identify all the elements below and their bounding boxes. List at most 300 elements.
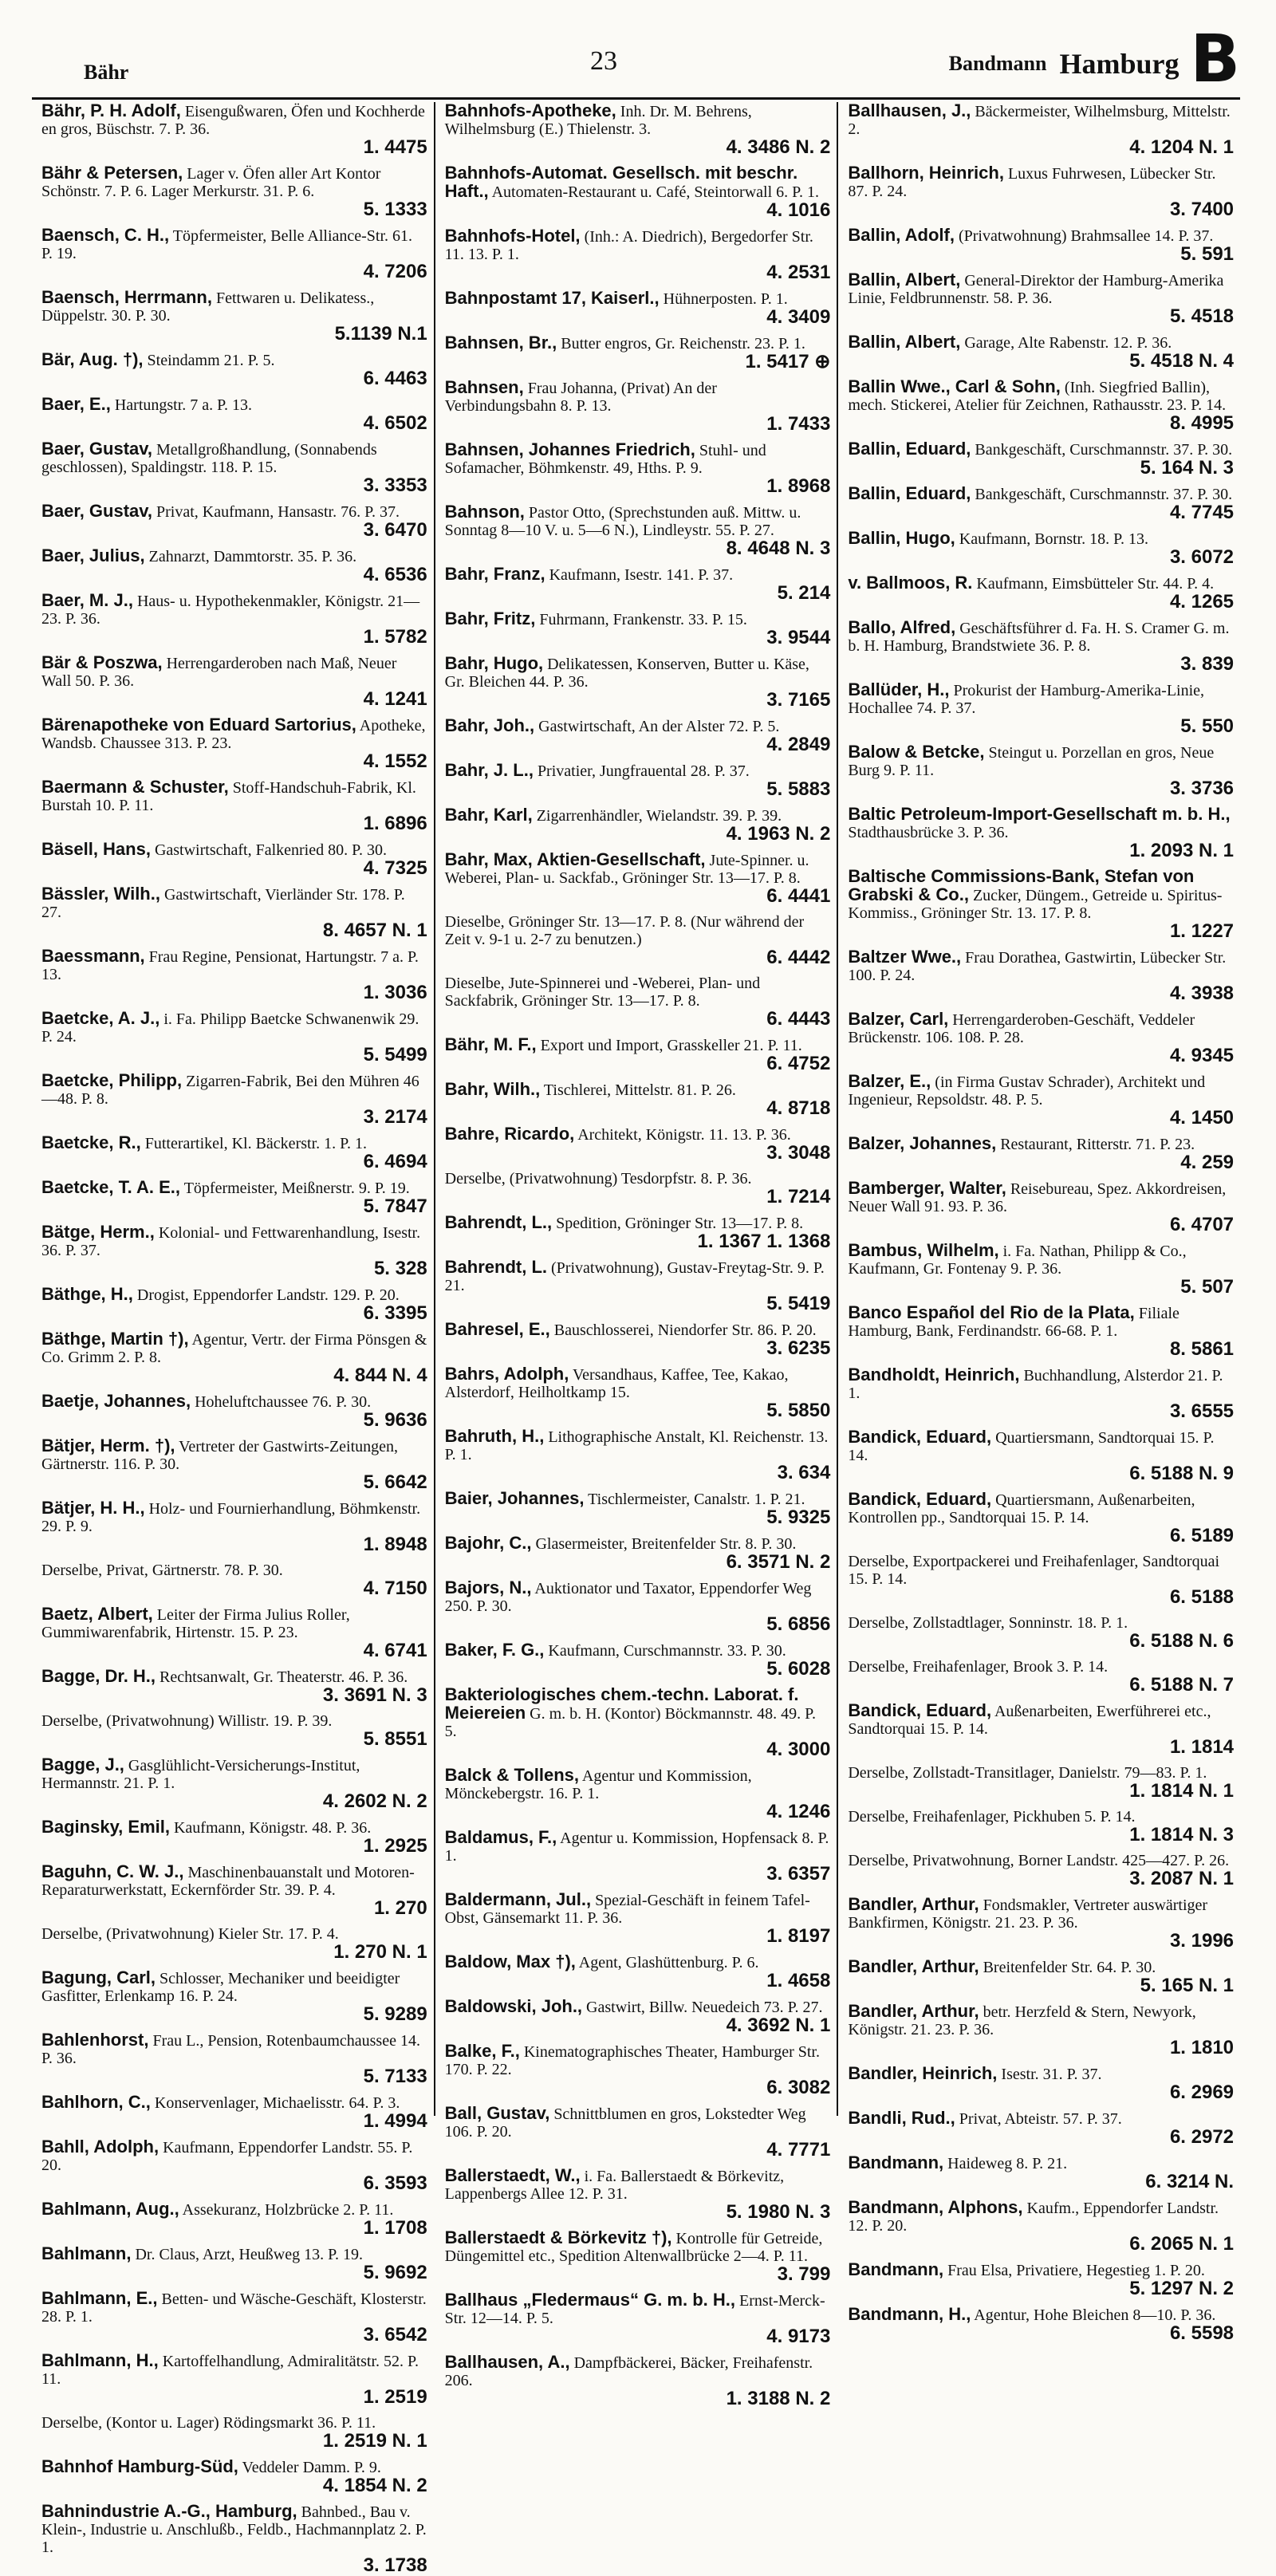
directory-entry bbox=[41, 1668, 427, 1705]
entry-details: Zucker, Düngem., Getreide u. Spiritus-Kommiss., Gröninger Str. 13. 17. P. 8. bbox=[848, 887, 1223, 922]
entry-text bbox=[848, 226, 1234, 245]
directory-entry bbox=[445, 1686, 831, 1759]
entry-name: Balzer, Carl, bbox=[848, 1009, 949, 1029]
directory-entry bbox=[445, 806, 831, 844]
entry-name: Bahll, Adolph, bbox=[41, 2137, 160, 2157]
entry-name: Bambus, Wilhelm, bbox=[848, 1240, 999, 1260]
entry-phone-number: 3. 6235 bbox=[766, 1337, 831, 1359]
entry-text bbox=[41, 1756, 427, 1792]
entry-text bbox=[445, 2291, 831, 2327]
entry-phone-number: 1. 5782 bbox=[363, 626, 427, 648]
entry-phone-number: 4. 1246 bbox=[766, 1801, 831, 1822]
directory-entry bbox=[848, 440, 1234, 478]
directory-entry bbox=[41, 396, 427, 433]
entry-text bbox=[445, 1891, 831, 1927]
entry-details: Breitenfelder Str. 64. P. 30. bbox=[983, 1959, 1156, 1976]
directory-entry bbox=[848, 1958, 1234, 1995]
directory-entry bbox=[445, 227, 831, 282]
entry-phone-number: 6. 4442 bbox=[766, 947, 831, 968]
directory-entry bbox=[848, 1242, 1234, 1297]
entry-phone-number: 5. 328 bbox=[373, 1258, 427, 1279]
entry-phone-number: 4. 3486 N. 2 bbox=[726, 136, 831, 158]
entry-details: Agentur, Vertr. der Firma Pönsgen & Co. Grimm 2. P. 8. bbox=[41, 1331, 427, 1366]
entry-name: Bahnsen, Br., bbox=[444, 333, 557, 353]
directory-entry bbox=[41, 2352, 427, 2407]
entry-details: General-Direktor der Hamburg-Amerika Linie, Feldbrunnenstr. 58. P. 36. bbox=[848, 272, 1224, 307]
entry-phone-number: 8. 4657 N. 1 bbox=[322, 920, 427, 941]
entry-phone-number: 8. 5861 bbox=[1169, 1338, 1235, 1360]
directory-entry bbox=[445, 164, 831, 220]
entry-text bbox=[445, 1365, 831, 1401]
entry-text bbox=[445, 851, 831, 887]
entry-text bbox=[445, 441, 831, 477]
entry-details: Derselbe, (Privatwohnung) Kieler Str. 17. P. 4. bbox=[41, 1925, 339, 1943]
entry-details: Haus- u. Hypothekenmakler, Königstr. 21—23. P. 36. bbox=[41, 593, 420, 628]
entry-details: Bauschlosserei, Niendorfer Str. 86. P. 20. bbox=[553, 1321, 817, 1339]
entry-details: Geschäftsführer d. Fa. H. S. Cramer G. m. b. H. Hamburg, Brandstwiete 36. P. 8. bbox=[848, 620, 1230, 655]
entry-details: i. Fa. Nathan, Philipp & Co., Kaufmann, Gr. Fontenay 9. P. 36. bbox=[848, 1243, 1187, 1278]
entry-name: Bagung, Carl, bbox=[41, 1967, 156, 1987]
entry-phone-number: 1. 1708 bbox=[363, 2217, 427, 2239]
entry-details: Kartoffelhandlung, Admiralitätstr. 52. P. 11. bbox=[41, 2353, 419, 2388]
entry-phone-number: 4. 1552 bbox=[363, 750, 427, 772]
entry-details: Automaten-Restaurant u. Café, Steintorwall 6. P. 1. bbox=[491, 183, 820, 201]
entry-details: Spedition, Gröninger Str. 13—17. P. 8. bbox=[556, 1215, 804, 1232]
entry-details: Privat, Abteistr. 57. P. 37. bbox=[959, 2110, 1122, 2128]
directory-entry bbox=[445, 1365, 831, 1420]
entry-phone-number: 4. 7325 bbox=[363, 857, 427, 879]
entry-text bbox=[848, 1135, 1234, 1153]
entry-name: Baetcke, R., bbox=[41, 1132, 141, 1152]
entry-phone-number: 4. 7206 bbox=[363, 261, 427, 282]
entry-text bbox=[848, 1073, 1234, 1109]
entry-details: Fondsmakler, Vertreter auswärtiger Bankfirmen, Königstr. 21. 23. P. 36. bbox=[848, 1897, 1208, 1932]
directory-entry bbox=[445, 1998, 831, 2035]
entry-phone-number: 3. 1996 bbox=[1169, 1930, 1235, 1952]
entry-details: Derselbe, (Privatwohnung) Willistr. 19. P. 39. bbox=[41, 1712, 333, 1730]
entry-details: Pastor Otto, (Sprechstunden auß. Mittw. u. Sonntag 8—10 V. u. 5—6 N.), Lindleystr. 55. P. 27. bbox=[444, 504, 801, 539]
entry-phone-number: 4. 9173 bbox=[766, 2326, 831, 2347]
directory-entry bbox=[445, 2353, 831, 2409]
entry-name: Banco Español del Rio de la Plata, bbox=[848, 1302, 1135, 1322]
entry-details: Frau Elsa, Privatiere, Hegestieg 1. P. 20. bbox=[947, 2262, 1205, 2279]
column-1 bbox=[32, 100, 434, 2576]
entry-text bbox=[848, 619, 1234, 655]
entry-text bbox=[445, 1321, 831, 1339]
entry-name: Bäsell, Hans, bbox=[41, 839, 151, 859]
entry-name: Bahlmann, Aug., bbox=[41, 2199, 179, 2219]
header-city: Hamburg bbox=[1059, 48, 1180, 80]
directory-entry bbox=[41, 2503, 427, 2575]
entry-phone-number: 1. 1814 N. 3 bbox=[1129, 1824, 1235, 1845]
entry-text bbox=[848, 2199, 1234, 2235]
entry-details: Apotheke, Wandsb. Chaussee 313. P. 23. bbox=[41, 717, 426, 752]
entry-details: Ernst-Merck-Str. 12—14. P. 5. bbox=[444, 2292, 825, 2327]
entry-phone-number: 1. 1814 bbox=[1169, 1736, 1235, 1758]
entry-phone-number: 6. 4752 bbox=[766, 1053, 831, 1074]
entry-name: Bahnson, bbox=[444, 502, 525, 522]
directory-entry bbox=[41, 226, 427, 282]
entry-details: Frau Regine, Pensionat, Hartungstr. 7 a. P. 13. bbox=[41, 948, 419, 983]
entry-name: Baltic Petroleum-Import-Gesellschaft m. b. H., bbox=[848, 804, 1231, 824]
directory-entry bbox=[445, 102, 831, 157]
entry-phone-number: 4. 9345 bbox=[1169, 1045, 1235, 1066]
entry-details: Herrengarderoben nach Maß, Neuer Wall 50. P. 36. bbox=[41, 655, 397, 690]
entry-text bbox=[445, 503, 831, 539]
entry-text bbox=[41, 841, 427, 859]
entry-name: Bahr, Fritz, bbox=[444, 609, 536, 628]
directory-entry bbox=[41, 2414, 427, 2451]
directory-columns bbox=[32, 100, 1240, 2576]
entry-name: Bandler, Arthur, bbox=[848, 2001, 979, 2021]
directory-entry bbox=[848, 2199, 1234, 2254]
entry-text bbox=[848, 1764, 1234, 1782]
entry-phone-number: 1. 1810 bbox=[1169, 2037, 1235, 2058]
directory-entry bbox=[41, 1223, 427, 1278]
entry-name: Ballerstaedt, W., bbox=[444, 2165, 581, 2185]
header-section-letter: B bbox=[1190, 22, 1240, 97]
entry-text bbox=[41, 2031, 427, 2067]
entry-phone-number: 5. 591 bbox=[1180, 243, 1235, 265]
entry-text bbox=[445, 290, 831, 308]
entry-text bbox=[445, 379, 831, 415]
entry-phone-number: 8. 4648 N. 3 bbox=[726, 538, 831, 559]
entry-name: Bahr, J. L., bbox=[444, 760, 534, 780]
directory-entry bbox=[848, 1428, 1234, 1483]
entry-name: Ballhausen, J., bbox=[848, 100, 971, 120]
column-3 bbox=[837, 100, 1240, 2344]
entry-name: Bahnsen, bbox=[444, 377, 524, 397]
entry-phone-number: 5.1139 N.1 bbox=[334, 323, 427, 345]
entry-name: Bäthge, H., bbox=[41, 1284, 133, 1304]
entry-text bbox=[445, 102, 831, 138]
directory-entry bbox=[848, 948, 1234, 1003]
entry-phone-number: 5. 8551 bbox=[363, 1728, 427, 1750]
entry-details: Filiale Hamburg, Bank, Ferdinandstr. 66-68. P. 1. bbox=[848, 1305, 1180, 1340]
entry-text bbox=[445, 1258, 831, 1294]
directory-entry bbox=[41, 1499, 427, 1554]
directory-entry bbox=[41, 778, 427, 833]
entry-phone-number: 3. 2087 N. 1 bbox=[1129, 1868, 1235, 1889]
entry-details: Quartiersmann, Außenarbeiten, Kontrollen pp., Sandtorquai 15. P. 14. bbox=[848, 1491, 1195, 1526]
entry-phone-number: 3. 2174 bbox=[363, 1106, 427, 1128]
directory-entry bbox=[848, 1073, 1234, 1128]
entry-details: Kaufmann, Curschmannstr. 33. P. 30. bbox=[548, 1642, 786, 1660]
entry-phone-number: 1. 3188 N. 2 bbox=[726, 2388, 831, 2409]
directory-entry bbox=[848, 1764, 1234, 1801]
directory-entry bbox=[41, 947, 427, 1002]
directory-entry bbox=[848, 164, 1234, 219]
entry-name: Bahr, Max, Aktien-Gesellschaft, bbox=[444, 849, 706, 869]
entry-details: Luxus Fuhrwesen, Lübecker Str. 87. P. 24. bbox=[848, 165, 1216, 200]
entry-details: Garage, Alte Rabenstr. 12. P. 36. bbox=[964, 334, 1172, 352]
entry-phone-number: 5. 165 N. 1 bbox=[1140, 1975, 1235, 1996]
entry-text bbox=[848, 574, 1234, 593]
entry-phone-number: 6. 4694 bbox=[363, 1151, 427, 1172]
entry-text bbox=[848, 271, 1234, 307]
entry-name: Baetz, Albert, bbox=[41, 1604, 153, 1624]
entry-text bbox=[445, 610, 831, 628]
directory-entry bbox=[41, 1330, 427, 1385]
directory-entry bbox=[445, 610, 831, 648]
entry-text bbox=[848, 440, 1234, 459]
entry-name: Baer, M. J., bbox=[41, 590, 133, 610]
entry-name: Bahnindustrie A.-G., Hamburg, bbox=[41, 2501, 297, 2521]
entry-details: Agentur, Hohe Bleichen 8—10. P. 36. bbox=[974, 2306, 1216, 2324]
entry-text bbox=[445, 2105, 831, 2141]
entry-details: Töpfermeister, Meißnerstr. 9. P. 19. bbox=[183, 1180, 410, 1197]
directory-entry bbox=[848, 485, 1234, 522]
entry-details: Inh. Dr. M. Behrens, Wilhelmsburg (E.) Thielenstr. 3. bbox=[444, 103, 752, 138]
entry-name: Ballin, Adolf, bbox=[848, 225, 955, 245]
entry-name: Bandler, Arthur, bbox=[848, 1894, 979, 1914]
entry-text bbox=[445, 1686, 831, 1740]
entry-name: Baginsky, Emil, bbox=[41, 1817, 170, 1837]
directory-entry bbox=[445, 655, 831, 710]
header-rule bbox=[32, 97, 1240, 100]
entry-text bbox=[41, 102, 427, 138]
entry-text bbox=[848, 805, 1234, 841]
entry-name: Baldowski, Joh., bbox=[444, 1996, 583, 2016]
directory-entry bbox=[445, 1214, 831, 1251]
directory-entry bbox=[848, 2154, 1234, 2192]
entry-details: Bäckermeister, Wilhelmsburg, Mittelstr. 2. bbox=[848, 103, 1231, 138]
entry-phone-number: 5. 4518 bbox=[1169, 305, 1235, 327]
page-header bbox=[32, 14, 1240, 97]
directory-entry bbox=[445, 2167, 831, 2222]
entry-phone-number: 5. 6028 bbox=[766, 1658, 831, 1680]
entry-details: Haideweg 8. P. 21. bbox=[947, 2155, 1068, 2172]
entry-phone-number: 3. 6555 bbox=[1169, 1400, 1235, 1422]
entry-name: Baensch, C. H., bbox=[41, 225, 170, 245]
entry-phone-number: 5. 7133 bbox=[363, 2066, 427, 2087]
directory-entry bbox=[41, 885, 427, 940]
entry-phone-number: 6. 5598 bbox=[1169, 2322, 1235, 2344]
entry-phone-number: 3. 799 bbox=[777, 2263, 831, 2285]
directory-entry bbox=[41, 440, 427, 495]
directory-entry bbox=[41, 1818, 427, 1856]
entry-text bbox=[445, 717, 831, 735]
entry-details: i. Fa. Ballerstaedt & Börkevitz, Lappenbergs Allee 12. P. 31. bbox=[444, 2168, 785, 2203]
directory-entry bbox=[41, 2200, 427, 2238]
entry-text bbox=[848, 2154, 1234, 2172]
directory-entry bbox=[848, 1808, 1234, 1845]
entry-text bbox=[445, 1534, 831, 1553]
entry-phone-number: 5. 1980 N. 3 bbox=[726, 2201, 831, 2223]
entry-text bbox=[445, 655, 831, 691]
entry-phone-number: 5. 214 bbox=[777, 582, 831, 604]
entry-phone-number: 6. 3593 bbox=[363, 2172, 427, 2194]
entry-name: Bandmann, Alphons, bbox=[848, 2197, 1023, 2217]
header-right bbox=[948, 22, 1240, 97]
entry-details: Spezial-Geschäft in feinem Tafel-Obst, Gänsemarkt 11. P. 36. bbox=[444, 1892, 810, 1927]
entry-phone-number: 4. 3409 bbox=[766, 306, 831, 328]
directory-entry bbox=[445, 975, 831, 1029]
entry-name: Bätjer, H. H., bbox=[41, 1498, 145, 1518]
entry-name: Bandli, Rud., bbox=[848, 2108, 955, 2128]
entry-details: Stoff-Handschuh-Fabrik, Kl. Burstah 10. P. 11. bbox=[41, 779, 416, 814]
entry-details: Holz- und Fournierhandlung, Böhmkenstr. 29. P. 9. bbox=[41, 1500, 421, 1535]
entry-name: Ballin, Hugo, bbox=[848, 528, 955, 548]
directory-entry bbox=[41, 1392, 427, 1430]
entry-text bbox=[41, 226, 427, 262]
entry-details: Bankgeschäft, Curschmannstr. 37. P. 30. bbox=[975, 441, 1233, 459]
entry-text bbox=[848, 378, 1234, 414]
entry-text bbox=[41, 1499, 427, 1535]
entry-phone-number: 3. 3691 N. 3 bbox=[322, 1684, 427, 1706]
directory-entry bbox=[848, 1553, 1234, 1607]
directory-entry bbox=[848, 2065, 1234, 2102]
entry-phone-number: 5. 5850 bbox=[766, 1400, 831, 1421]
entry-phone-number: 1. 8948 bbox=[363, 1534, 427, 1555]
entry-details: Stuhl- und Sofamacher, Böhmkenstr. 49, Hths. P. 9. bbox=[444, 442, 766, 477]
entry-name: Bahrs, Adolph, bbox=[444, 1364, 569, 1384]
entry-name: Bandmann, H., bbox=[848, 2304, 971, 2324]
header-left-keyword: Bähr bbox=[84, 61, 129, 84]
entry-phone-number: 6. 3395 bbox=[363, 1302, 427, 1324]
directory-entry bbox=[848, 619, 1234, 674]
entry-name: Baer, Julius, bbox=[41, 546, 145, 565]
entry-text bbox=[848, 1242, 1234, 1278]
entry-text bbox=[445, 1998, 831, 2016]
entry-name: Bahr, Joh., bbox=[444, 715, 535, 735]
entry-details: Butter engros, Gr. Reichenstr. 23. P. 1. bbox=[561, 335, 805, 353]
entry-details: Gastwirtschaft, Vierländer Str. 178. P. 27. bbox=[41, 886, 405, 921]
entry-phone-number: 4. 3000 bbox=[766, 1739, 831, 1760]
entry-name: Bähr & Petersen, bbox=[41, 163, 183, 183]
entry-text bbox=[41, 2458, 427, 2476]
entry-details: Dieselbe, Jute-Spinnerei und -Weberei, Plan- und Sackfabrik, Gröninger Str. 13—17. P. 8. bbox=[444, 975, 761, 1010]
entry-text bbox=[445, 2042, 831, 2078]
entry-text bbox=[41, 440, 427, 476]
directory-entry bbox=[445, 1125, 831, 1163]
entry-text bbox=[445, 1641, 831, 1660]
entry-name: Baier, Johannes, bbox=[444, 1488, 585, 1508]
entry-name: Bässler, Wilh., bbox=[41, 884, 160, 904]
entry-name: Bajors, N., bbox=[444, 1578, 532, 1597]
directory-entry bbox=[848, 2261, 1234, 2298]
entry-text bbox=[41, 1437, 427, 1473]
entry-text bbox=[445, 1767, 831, 1802]
directory-entry bbox=[848, 1135, 1234, 1172]
entry-phone-number: 1. 7433 bbox=[766, 413, 831, 435]
entry-text bbox=[41, 2352, 427, 2388]
entry-text bbox=[41, 1668, 427, 1686]
directory-entry bbox=[41, 1863, 427, 1918]
entry-phone-number: 4. 844 N. 4 bbox=[333, 1365, 427, 1386]
directory-entry bbox=[41, 2458, 427, 2495]
entry-text bbox=[848, 2003, 1234, 2038]
entry-phone-number: 5. 9636 bbox=[363, 1409, 427, 1431]
entry-text bbox=[41, 2290, 427, 2326]
entry-phone-number: 6. 4707 bbox=[1169, 1214, 1235, 1235]
entry-phone-number: 3. 6470 bbox=[363, 519, 427, 541]
entry-text bbox=[41, 1392, 427, 1411]
entry-phone-number: 1. 8968 bbox=[766, 475, 831, 497]
entry-phone-number: 6. 4463 bbox=[363, 368, 427, 389]
directory-entry bbox=[41, 1010, 427, 1065]
directory-entry bbox=[445, 1579, 831, 1634]
entry-name: Bagge, Dr. H., bbox=[41, 1666, 156, 1686]
entry-phone-number: 5. 550 bbox=[1180, 715, 1235, 737]
entry-name: Bandler, Heinrich, bbox=[848, 2063, 998, 2083]
entry-details: Eisengußwaren, Öfen und Kochherde en gros, Büschstr. 7. P. 36. bbox=[41, 103, 425, 138]
directory-entry bbox=[41, 2245, 427, 2283]
directory-entry bbox=[41, 592, 427, 647]
entry-name: Bahr, Karl, bbox=[444, 805, 533, 825]
entry-text bbox=[848, 530, 1234, 548]
entry-phone-number: 6. 3571 N. 2 bbox=[726, 1551, 831, 1573]
entry-text bbox=[848, 2109, 1234, 2128]
entry-phone-number: 4. 2602 N. 2 bbox=[322, 1790, 427, 1812]
entry-text bbox=[848, 743, 1234, 779]
entry-details: Veddeler Damm. P. 9. bbox=[242, 2459, 381, 2476]
directory-entry bbox=[848, 2306, 1234, 2343]
entry-name: Bahlhorn, C., bbox=[41, 2092, 151, 2112]
entry-name: Bahlmann, H., bbox=[41, 2350, 159, 2370]
entry-text bbox=[41, 1330, 427, 1366]
entry-text bbox=[41, 716, 427, 752]
directory-entry bbox=[445, 1829, 831, 1884]
directory-entry bbox=[445, 1534, 831, 1572]
directory-entry bbox=[848, 2109, 1234, 2147]
entry-text bbox=[848, 681, 1234, 717]
entry-details: Tischlermeister, Canalstr. 1. P. 21. bbox=[588, 1491, 805, 1508]
directory-entry bbox=[848, 1702, 1234, 1757]
entry-details: Lager v. Öfen aller Art Kontor Schönstr. 7. P. 6. Lager Merkurstr. 31. P. 6. bbox=[41, 165, 381, 200]
entry-details: Derselbe, Freihafenlager, Brook 3. P. 14. bbox=[848, 1658, 1109, 1676]
entry-text bbox=[41, 1818, 427, 1837]
entry-name: Bandler, Arthur, bbox=[848, 1956, 979, 1976]
entry-details: Dampfbäckerei, Bäcker, Freihafenstr. 206. bbox=[444, 2354, 813, 2389]
entry-text bbox=[41, 1969, 427, 2005]
entry-name: Bahrendt, L., bbox=[444, 1212, 553, 1232]
entry-text bbox=[41, 1286, 427, 1304]
entry-name: Bärenapotheke von Eduard Sartorius, bbox=[41, 715, 356, 735]
directory-entry bbox=[41, 1562, 427, 1598]
directory-entry bbox=[41, 2093, 427, 2131]
entry-details: Hühnerposten. P. 1. bbox=[663, 290, 788, 308]
entry-phone-number: 4. 7771 bbox=[766, 2139, 831, 2160]
entry-name: Bandholdt, Heinrich, bbox=[848, 1365, 1020, 1385]
entry-name: Ballin, Albert, bbox=[848, 270, 961, 290]
directory-entry bbox=[848, 868, 1234, 941]
entry-phone-number: 1. 2519 bbox=[363, 2386, 427, 2408]
entry-name: Baensch, Herrmann, bbox=[41, 287, 212, 307]
entry-name: Ballo, Alfred, bbox=[848, 617, 956, 637]
entry-name: Bajohr, C., bbox=[444, 1533, 532, 1553]
entry-details: Derselbe, Zollstadt-Transitlager, Danielstr. 79—83. P. 1. bbox=[848, 1764, 1207, 1782]
directory-entry bbox=[848, 226, 1234, 264]
directory-entry bbox=[445, 1258, 831, 1314]
entry-text bbox=[41, 654, 427, 690]
entry-name: v. Ballmoos, R. bbox=[848, 573, 973, 593]
directory-entry bbox=[41, 841, 427, 878]
entry-details: Derselbe, Privat, Gärtnerstr. 78. P. 30. bbox=[41, 1562, 283, 1579]
entry-phone-number: 1. 4475 bbox=[363, 136, 427, 158]
entry-phone-number: 1. 270 bbox=[373, 1897, 427, 1919]
entry-details: Lithographische Anstalt, Kl. Reichenstr. 13. P. 1. bbox=[444, 1428, 829, 1463]
entry-details: Betten- und Wäsche-Geschäft, Klosterstr. 28. P. 1. bbox=[41, 2290, 427, 2326]
entry-text bbox=[445, 1829, 831, 1865]
entry-text bbox=[445, 1214, 831, 1232]
entry-name: Balow & Betcke, bbox=[848, 742, 985, 762]
entry-text bbox=[445, 762, 831, 780]
entry-text bbox=[41, 351, 427, 369]
entry-details: Tischlerei, Mittelstr. 81. P. 26. bbox=[543, 1081, 736, 1099]
directory-entry bbox=[41, 502, 427, 540]
directory-entry bbox=[445, 1767, 831, 1822]
